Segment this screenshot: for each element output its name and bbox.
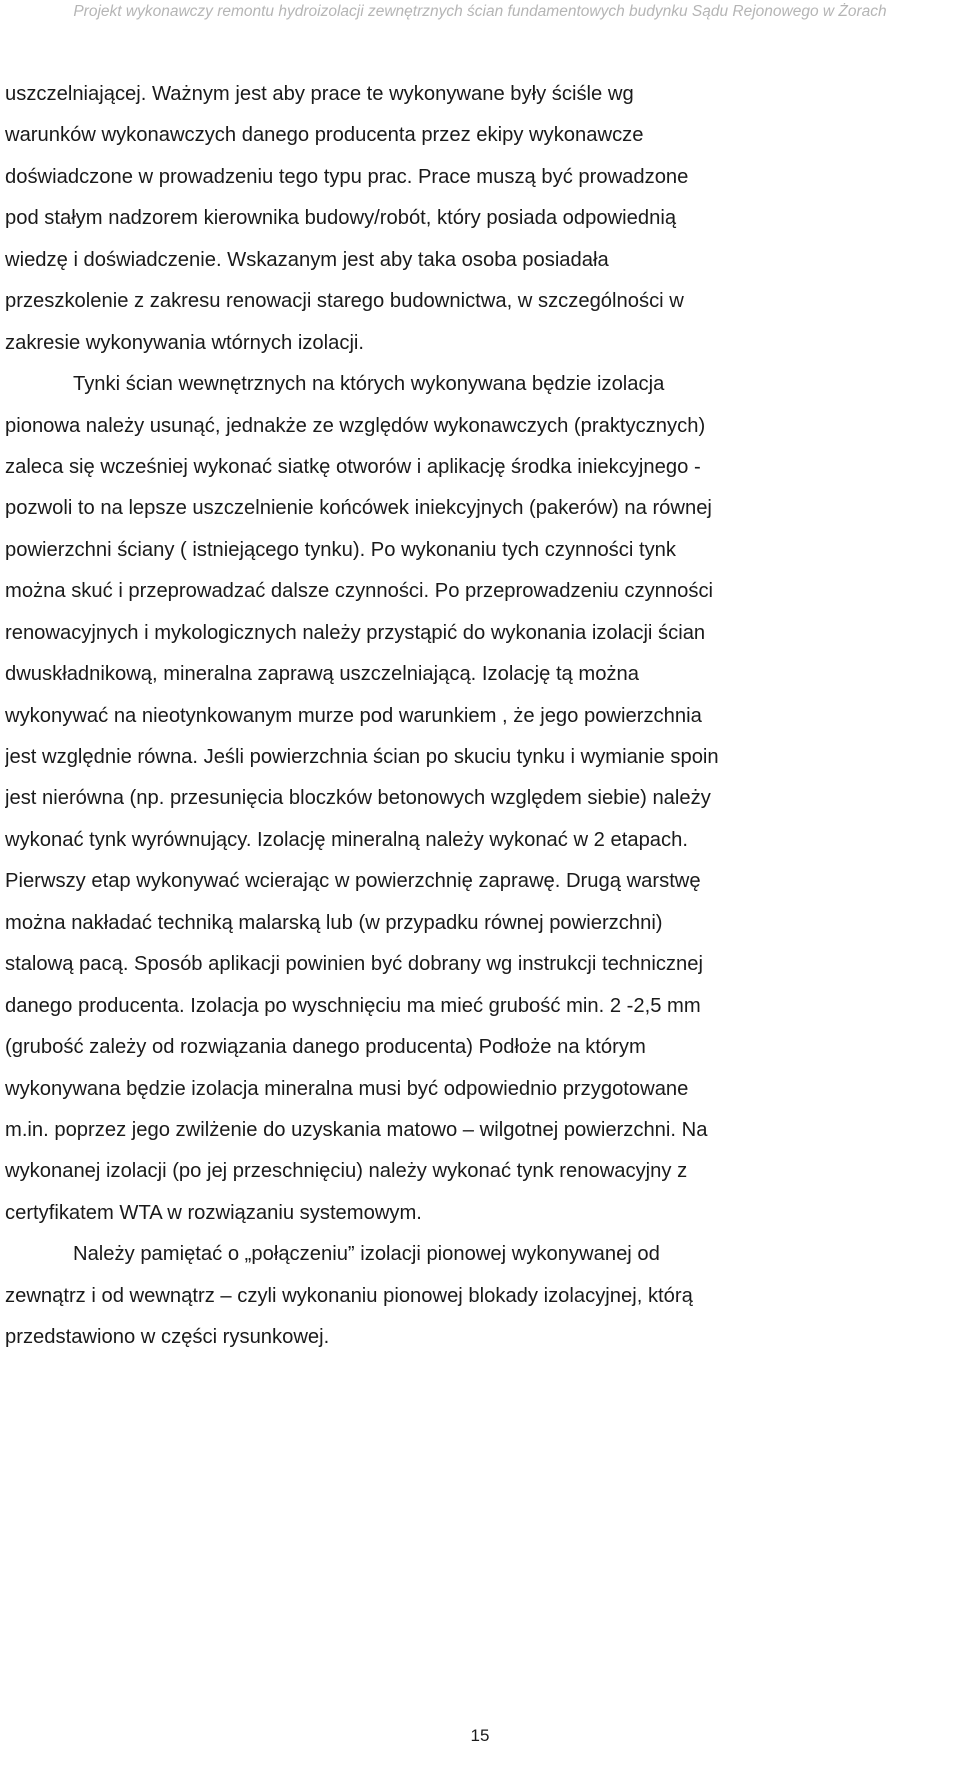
text-line: można nakładać techniką malarską lub (w przypadku równej powierzchni)	[5, 911, 663, 934]
text-line: wykonywać na nieotynkowanym murze pod warunkiem , że jego powierzchnia	[5, 704, 702, 727]
text-line: uszczelniającej. Ważnym jest aby prace te wykonywane były ściśle wg	[5, 83, 634, 105]
text-line: renowacyjnych i mykologicznych należy przystąpić do wykonania izolacji ścian	[5, 621, 706, 644]
text-line: doświadczone w prowadzeniu tego typu prac. Prace muszą być prowadzone	[5, 165, 689, 188]
text-line: m.in. poprzez jego zwilżenie do uzyskania matowo – wilgotnej powierzchni. Na	[5, 1118, 708, 1141]
text-line: powierzchni ściany ( istniejącego tynku). Po wykonaniu tych czynności tynk	[5, 538, 676, 561]
paragraph-first-line: Tynki ścian wewnętrznych na których wykonywana będzie izolacja	[73, 373, 665, 396]
text-line: wykonywana będzie izolacja mineralna musi być odpowiednio przygotowane	[5, 1077, 689, 1100]
text-line: Pierwszy etap wykonywać wcierając w powierzchnię zaprawę. Drugą warstwę	[5, 870, 701, 893]
text-line: dwuskładnikową, mineralna zaprawą uszczelniającą. Izolację tą można	[5, 663, 639, 686]
text-line: pionowa należy usunąć, jednakże ze względów wykonawczych (praktycznych)	[5, 414, 706, 437]
text-line: zakresie wykonywania wtórnych izolacji.	[5, 331, 365, 354]
page-number: 15	[470, 1726, 490, 1745]
text-line: zewnątrz i od wewnątrz – czyli wykonaniu pionowej blokady izolacyjnej, którą	[5, 1284, 693, 1307]
text-line: jest nierówna (np. przesunięcia bloczków betonowych względem siebie) należy	[5, 787, 711, 810]
paragraph-first-line: Należy pamiętać o „połączeniu” izolacji pionowej wykonywanej od	[73, 1243, 660, 1266]
text-line: można skuć i przeprowadzać dalsze czynności. Po przeprowadzeniu czynności	[5, 580, 714, 603]
text-line: jest względnie równa. Jeśli powierzchnia ścian po skuciu tynku i wymianie spoin	[5, 746, 719, 768]
text-line: warunków wykonawczych danego producenta przez ekipy wykonawcze	[5, 124, 644, 147]
text-line: wiedzę i doświadczenie. Wskazanym jest aby taka osoba posiadała	[5, 248, 609, 271]
text-line: zaleca się wcześniej wykonać siatkę otworów i aplikację środka iniekcyjnego -	[5, 455, 701, 478]
text-line: (grubość zależy od rozwiązania danego producenta) Podłoże na którym	[5, 1036, 646, 1059]
text-line: pozwoli to na lepsze uszczelnienie końcówek iniekcyjnych (pakerów) na równej	[5, 497, 712, 520]
text-line: przeszkolenie z zakresu renowacji starego budownictwa, w szczególności w	[5, 290, 684, 313]
document-body	[5, 74, 955, 1359]
text-line: wykonanej izolacji (po jej przeschnięciu) należy wykonać tynk renowacyjny z	[5, 1160, 688, 1183]
text-line: pod stałym nadzorem kierownika budowy/robót, który posiada odpowiednią	[5, 207, 677, 230]
text-line: wykonać tynk wyrównujący. Izolację mineralną należy wykonać w 2 etapach.	[5, 828, 688, 851]
text-line: certyfikatem WTA w rozwiązaniu systemowym.	[5, 1201, 422, 1224]
running-header: Projekt wykonawczy remontu hydroizolacji zewnętrznych ścian fundamentowych budynku Sądu Rejonowego w Żorach	[73, 3, 887, 20]
text-line: przedstawiono w części rysunkowej.	[5, 1326, 330, 1349]
text-line: danego producenta. Izolacja po wyschnięciu ma mieć grubość min. 2 -2,5 mm	[5, 994, 701, 1017]
text-line: stalową pacą. Sposób aplikacji powinien być dobrany wg instrukcji technicznej	[5, 953, 703, 976]
